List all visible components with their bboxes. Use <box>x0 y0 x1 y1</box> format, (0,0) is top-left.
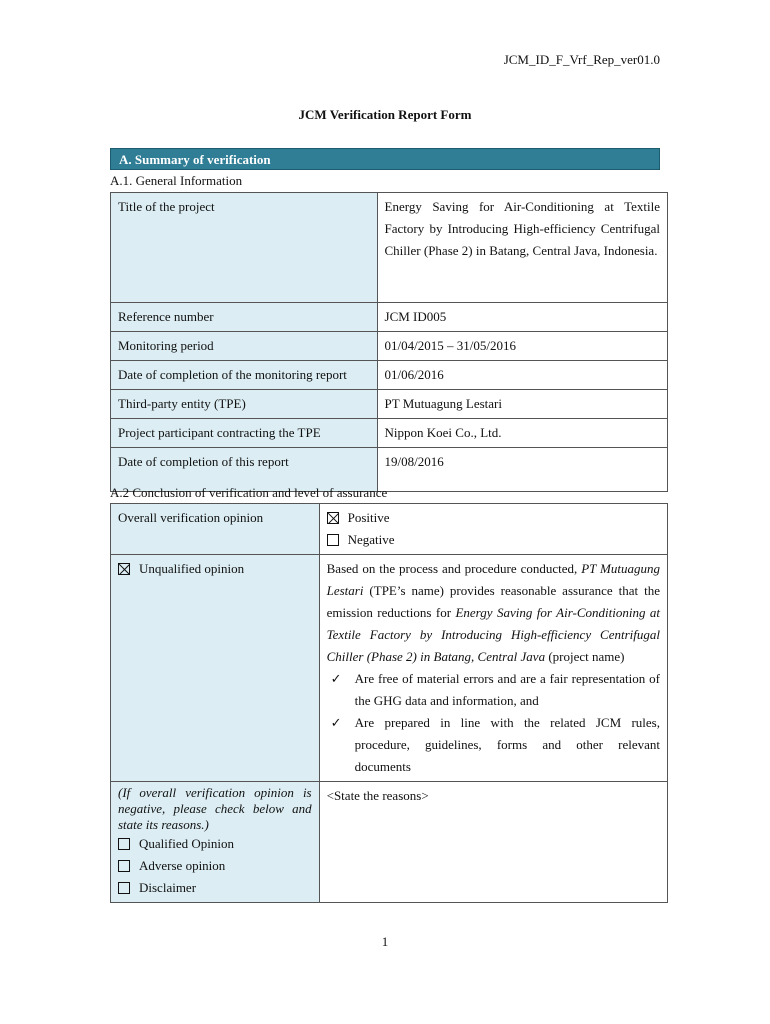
bullet-text: Are free of material errors and are a fair representation of the GHG data and information, and <box>354 671 660 708</box>
option-label: Disclaimer <box>139 880 197 895</box>
checkmark-icon: ✓ <box>330 671 342 686</box>
table-row <box>111 390 668 419</box>
row-label: Third-party entity (TPE) <box>111 390 378 419</box>
row-label: Date of completion of the monitoring report <box>111 361 378 390</box>
row-value: Energy Saving for Air-Conditioning at Textile Factory by Introducing High-efficiency Centrifugal Chiller (Phase 2) in Batang, Central Java, Indonesia. <box>377 193 667 303</box>
row-label: Title of the project <box>111 193 378 303</box>
disclaimer-option[interactable] <box>118 877 312 899</box>
row-value: JCM ID005 <box>377 303 667 332</box>
row-value: 01/04/2015 – 31/05/2016 <box>377 332 667 361</box>
document-title: JCM Verification Report Form <box>298 107 472 122</box>
bullet-text: Are prepared in line with the related JCM rules, procedure, guidelines, forms and other relevant documents <box>354 715 660 774</box>
list-item <box>327 712 660 778</box>
option-label: Qualified Opinion <box>139 836 234 851</box>
negative-option[interactable] <box>327 529 660 551</box>
section-a-title: A. Summary of verification <box>110 148 660 170</box>
checkbox-empty-icon[interactable] <box>327 534 339 546</box>
adverse-option[interactable] <box>118 855 312 877</box>
tpe-name: PT Mutuagung Lestari <box>326 561 660 598</box>
unqualified-option[interactable] <box>111 555 320 782</box>
table-row <box>111 782 668 903</box>
table-row <box>111 504 668 555</box>
overall-opinion-label: Overall verification opinion <box>111 504 320 555</box>
reasons-field[interactable]: <State the reasons> <box>319 782 667 903</box>
negative-note: (If overall verification opinion is negative, please check below and state its reasons.) <box>118 785 312 832</box>
table-row <box>111 193 668 303</box>
unqualified-label: Unqualified opinion <box>139 561 245 576</box>
row-value: 19/08/2016 <box>377 448 667 492</box>
table-row <box>111 361 668 390</box>
list-item <box>327 668 660 712</box>
row-label: Reference number <box>111 303 378 332</box>
statement-text: (TPE’s name) provides reasonable assurance that the emission reductions for <box>326 583 660 620</box>
page-number: 1 <box>381 934 389 949</box>
table-row <box>111 303 668 332</box>
table-row <box>111 419 668 448</box>
checkbox-checked-icon[interactable] <box>327 512 339 524</box>
checkbox-empty-icon[interactable] <box>118 838 130 850</box>
document-id: JCM_ID_F_Vrf_Rep_ver01.0 <box>503 52 660 67</box>
a2-heading: A.2 Conclusion of verification and level of assurance <box>110 485 388 500</box>
table-row <box>111 555 668 782</box>
checkbox-empty-icon[interactable] <box>118 882 130 894</box>
a1-heading: A.1. General Information <box>110 173 243 188</box>
project-name: Energy Saving for Air-Conditioning at Textile Factory by Introducing High-efficiency Centrifugal Chiller (Phase 2) in Batang, Central Java <box>326 605 660 664</box>
qualified-option[interactable] <box>118 833 312 855</box>
row-value: PT Mutuagung Lestari <box>377 390 667 419</box>
checkmark-icon: ✓ <box>330 715 342 730</box>
positive-option[interactable] <box>327 507 660 529</box>
row-value: 01/06/2016 <box>377 361 667 390</box>
row-label: Monitoring period <box>111 332 378 361</box>
unqualified-statement <box>327 558 660 668</box>
negative-label: Negative <box>347 532 395 547</box>
statement-text: Based on the process and procedure conducted, <box>326 561 578 576</box>
checkbox-empty-icon[interactable] <box>118 860 130 872</box>
conclusion-table <box>110 503 668 903</box>
row-label: Date of completion of this report <box>111 448 378 492</box>
option-label: Adverse opinion <box>139 858 226 873</box>
statement-text: (project name) <box>548 649 625 664</box>
row-label: Project participant contracting the TPE <box>111 419 378 448</box>
row-value: Nippon Koei Co., Ltd. <box>377 419 667 448</box>
positive-label: Positive <box>347 510 390 525</box>
table-row <box>111 332 668 361</box>
general-information-table <box>110 192 668 492</box>
checkbox-checked-icon[interactable] <box>118 563 130 575</box>
